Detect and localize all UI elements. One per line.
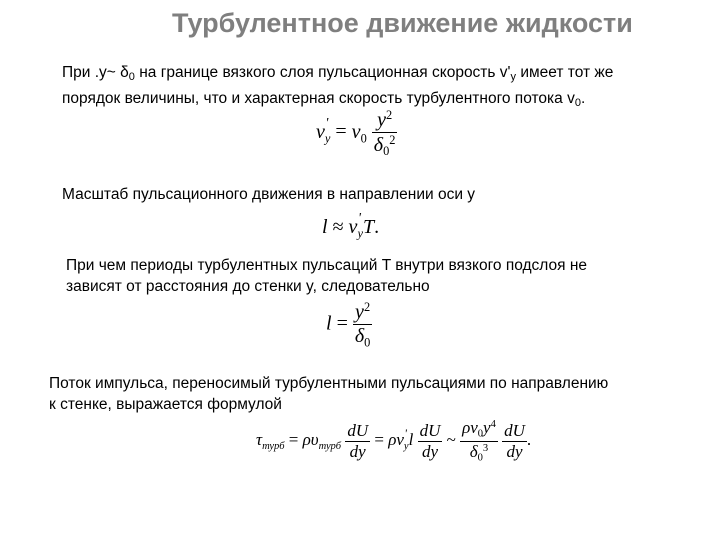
paragraph-1-line-2: порядок величины, что и характерная скорость турбулентного потока $v_0$. xyxy=(62,90,586,109)
paragraph-2: Масштаб пульсационного движения в направлении оси y xyxy=(62,186,476,203)
paragraph-1 xyxy=(62,62,613,114)
paragraph-3-line-2: зависят от расстояния до стенки y, следовательно xyxy=(66,278,430,295)
paragraph-3 xyxy=(66,255,587,297)
formula-scale-delta: l = $\frac{y^2}{\delta_0}$ xyxy=(326,300,371,350)
formula-scale: l ≈ v ' $_y$T. xyxy=(322,211,380,241)
paragraph-4 xyxy=(49,373,608,415)
formula-pulsation-velocity: v ' $_y = v_0$ $\frac{y^2}{\delta_0^2}$ xyxy=(316,108,396,158)
paragraph-3-line-1: При чем периоды турбулентных пульсаций T внутри вязкого подслоя не xyxy=(66,257,588,274)
paragraph-1-line-1: При .y~ $\delta_0$ на границе вязкого слоя пульсационная скорость $v'_y$ имеет тот же xyxy=(62,64,614,83)
formula-momentum-flux: $\tau_{турб} = \rho\upsilon_{турб}$ $\frac{dU}{dy}$ = ρv ' $_y$l $\frac{dU}{dy}$ ~ $\frac{\rho v_0y^4}{\delta_0^3}$ $\frac{dU}{dy}$ . xyxy=(256,418,532,464)
paragraph-4-line-2: к стенке, выражается формулой xyxy=(49,396,282,413)
slide-title: Турбулентное движение жидкости xyxy=(172,8,633,38)
paragraph-4-line-1: Поток импульса, переносимый турбулентными пульсациями по направлению xyxy=(49,375,609,392)
